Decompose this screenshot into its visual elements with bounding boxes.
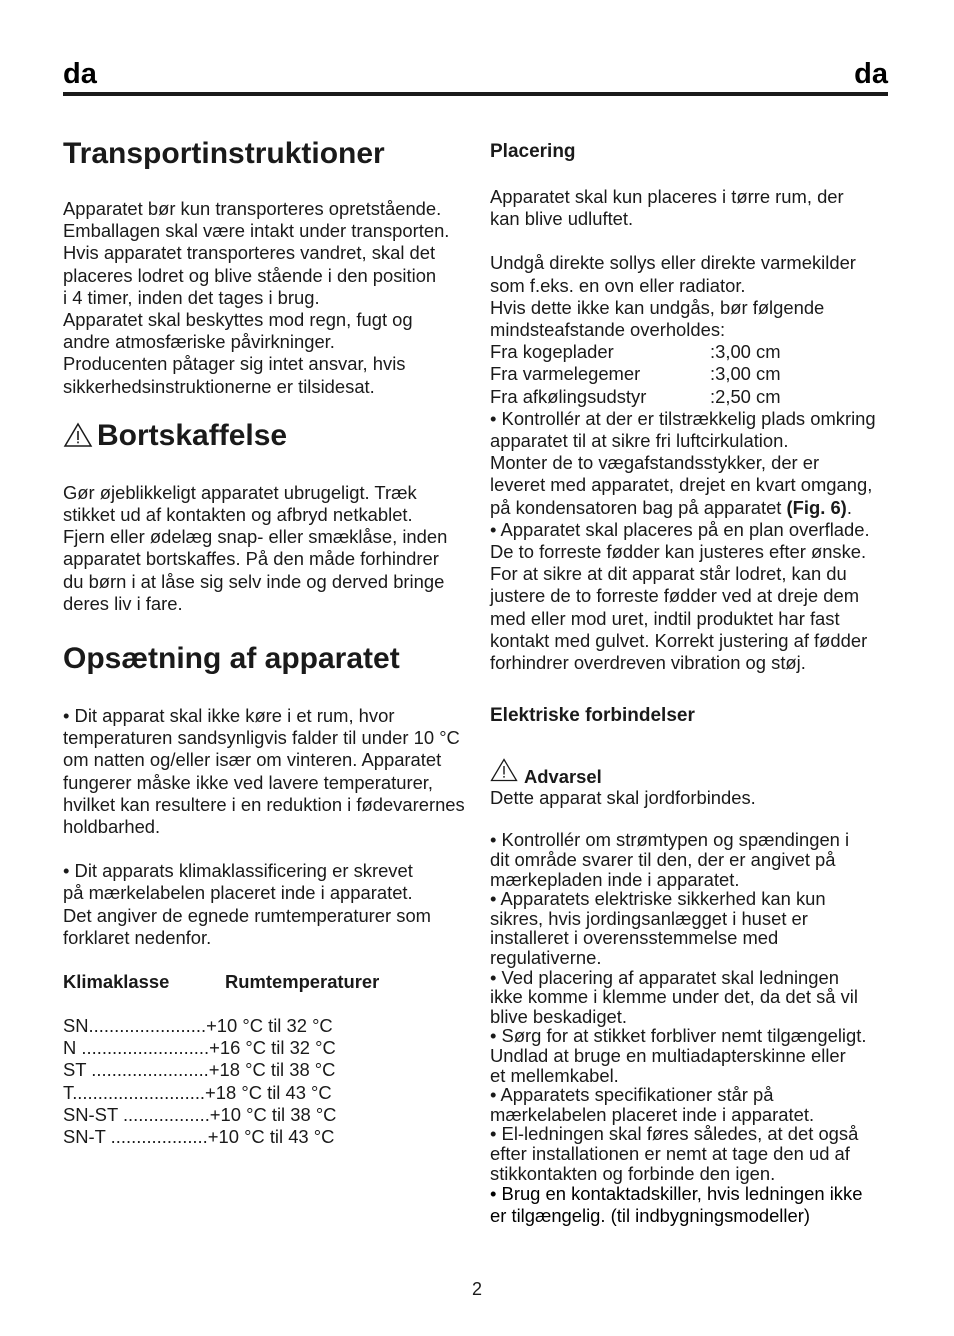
text-line: Producenten påtager sig intet ansvar, hvis [63,353,406,375]
text-line: temperaturen sandsynligvis falder til under 10 °C [63,727,460,749]
text-line: kontakt med gulvet. Korrekt justering af fødder [490,629,868,651]
placement-para-2 [490,252,892,341]
text-line: placeres lodret og blive stående i den position [63,264,437,286]
text-line: dit område svarer til den, der er angivet på [490,849,836,871]
text-line: om natten og/eller især om vinteren. Apparatet [63,749,442,771]
text-line: • Dit apparats klimaklassificering er skrevet [63,860,413,882]
text-line: Apparatet skal beskyttes mod regn, fugt og [63,309,413,331]
text-line: Emballagen skal være intakt under transporten. [63,220,450,242]
text-line: hvilket kan resultere i en reduktion i fødevarernes [63,793,465,815]
electrical-title: Elektriske forbindelser [490,705,695,727]
distance-label: Fra varmelegemer [490,363,641,385]
transport-body [63,198,465,398]
transport-title: Transportinstruktioner [63,137,385,170]
text-line: sikkerhedsinstruktionerne er tilsidesat. [63,375,375,397]
placement-para-4 [490,519,892,674]
disposal-title-text: Bortskaffelse [97,418,288,452]
text-line: du børn i at låse sig selv inde og derved bringe [63,570,445,592]
climate-table [63,1015,465,1148]
disposal-body [63,482,465,615]
text-line: mindsteafstande overholdes: [490,319,726,341]
text-line: leveret med apparatet, drejet en kvart omgang, [490,474,873,496]
text-line: stikket ud af kontakten og afbryd netkablet. [63,504,413,526]
text-line: blive beskadiget. [490,1005,627,1027]
setup-bullet-2 [63,860,465,949]
distance-label: Fra afkølingsudstyr [490,385,647,407]
climate-row: N .........................+16 °C til 32 °C [63,1037,336,1059]
placement-title: Placering [490,141,576,162]
text-line: mærkepladen inde i apparatet. [490,868,740,890]
text-line [490,497,892,519]
climate-header-temp: Rumtemperaturer [225,971,380,993]
text-line: forhindrer overdreven vibration og støj. [490,652,806,674]
text-line: • Apparatet skal placeres på en plan overflade. [490,518,870,540]
distance-row [490,341,892,363]
text-line: deres liv i fare. [63,592,183,614]
text-line: • Apparatets elektriske sikkerhed kan kun [490,888,826,910]
text-line: forklaret nedenfor. [63,926,212,948]
text-line: Hvis dette ikke kan undgås, bør følgende [490,296,825,318]
text-line: • Dit apparat skal ikke køre i et rum, hvor [63,705,395,727]
text-line: • Sørg for at stikket forbliver nemt tilgængeligt. [490,1025,867,1047]
distance-row [490,363,892,385]
text-line: • Kontrollér om strømtypen og spændingen i [490,829,850,851]
disposal-title [63,418,465,457]
text-fragment: på kondensatoren bag på apparatet [490,496,787,518]
text-line: For at sikre at dit apparat står lodret, kan du [490,563,847,585]
text-line: stikkontakten og forbinde den igen. [490,1162,776,1184]
distance-table [490,341,892,408]
distance-label: Fra kogeplader [490,341,614,363]
climate-table-header [63,971,465,993]
climate-header-class: Klimaklasse [63,971,170,993]
right-column [490,130,892,1228]
left-column [63,130,465,1148]
text-line: fungerer måske ikke ved lavere temperaturer, [63,771,434,793]
figure-reference: (Fig. 6) [786,496,847,518]
text-line: Gør øjeblikkeligt apparatet ubrugeligt. Træk [63,481,417,503]
text-line: efter installationen er nemt at tage den ud af [490,1142,850,1164]
climate-row: T..........................+18 °C til 43 °C [63,1081,332,1103]
text-line: Hvis apparatet transporteres vandret, skal det [63,242,436,264]
electrical-last-bullet [490,1183,892,1227]
climate-row: SN-ST .................+10 °C til 38 °C [63,1103,337,1125]
text-line: Fjern eller ødelæg snap- eller smæklåse, inden [63,526,448,548]
text-line: apparatet til at sikre fri luftcirkulation. [490,430,789,452]
distance-value: :3,00 cm [710,363,781,385]
distance-value: :3,00 cm [710,341,781,363]
text-line: installeret i overensstemmelse med [490,927,779,949]
climate-row: SN-T ...................+10 °C til 43 °C [63,1126,335,1148]
electrical-bullets [490,830,892,1183]
climate-row: ST .......................+18 °C til 38 °C [63,1059,336,1081]
text-line: med eller mod uret, indtil produktet har fast [490,607,840,629]
text-line: sikres, hvis jordingsanlægget i huset er [490,907,808,929]
distance-value: :2,50 cm [710,385,781,407]
warning-text: Dette apparat skal jordforbindes. [490,787,756,809]
warning-icon [63,421,93,457]
text-fragment: . [846,496,852,518]
text-line: holdbarhed. [63,816,161,838]
text-line: Undlad at bruge en multiadapterskinne eller [490,1045,846,1066]
distance-row [490,386,892,408]
text-line: • Kontrollér at der er tilstrækkelig plads omkring [490,407,876,429]
language-code-right: da [854,58,888,90]
text-line: kan blive udluftet. [490,208,634,230]
text-line: mærkelabelen placeret inde i apparatet. [490,1103,815,1125]
text-line: Undgå direkte sollys eller direkte varmekilder [490,252,856,274]
text-line: • Apparatets specifikationer står på [490,1084,774,1106]
climate-row: SN.......................+10 °C til 32 °C [63,1015,333,1037]
text-line: et mellemkabel. [490,1064,619,1086]
text-line: Apparatet bør kun transporteres opretstående. [63,198,442,219]
placement-para-1 [490,186,892,230]
text-line: regulativerne. [490,947,602,969]
text-line: som f.eks. en ovn eller radiator. [490,274,746,296]
text-line: Apparatet skal kun placeres i tørre rum, der [490,186,844,207]
page-number: 2 [471,1279,482,1299]
placement-para-3 [490,408,892,519]
text-line: Det angiver de egnede rumtemperaturer som [63,904,432,926]
text-line: ikke komme i klemme under det, da det så vil [490,986,858,1008]
setup-bullet-1 [63,705,465,838]
warning-row [490,758,892,787]
text-line: justere de to forreste fødder ved at dreje dem [490,585,860,607]
text-line: i 4 timer, inden det tages i brug. [63,286,320,308]
text-line: • El-ledningen skal føres således, at det også [490,1123,859,1145]
text-line: De to forreste fødder kan justeres efter ønske. [490,541,867,563]
text-line: apparatet bortskaffes. På den måde forhindrer [63,548,439,570]
text-line: er tilgængelig. (til indbygningsmodeller) [490,1205,810,1227]
warning-icon [490,758,518,787]
text-line: • Brug en kontaktadskiller, hvis ledningen ikke [490,1183,863,1205]
warning-label: Advarsel [524,766,602,788]
language-code-left: da [63,58,97,90]
text-line: andre atmosfæriske påvirkninger. [63,331,335,353]
header-rule [63,92,888,96]
text-line: på mærkelabelen placeret inde i apparatet. [63,882,413,904]
setup-title: Opsætning af apparatet [63,642,400,676]
text-line: • Ved placering af apparatet skal ledningen [490,966,839,988]
text-line: Monter de to vægafstandsstykker, der er [490,452,820,474]
